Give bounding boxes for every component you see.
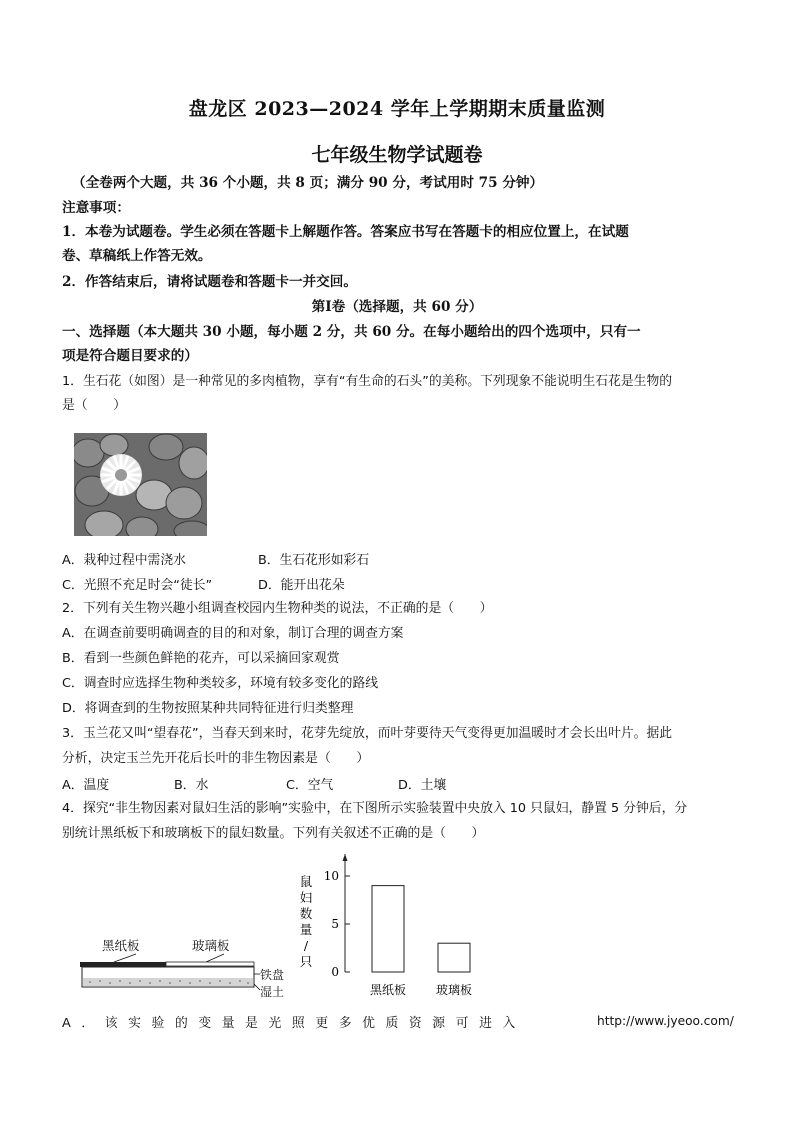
q1-stem: 1．生石花（如图）是一种常见的多肉植物，享有“有生命的石头”的美称。下列现象不能说明生石花是生物的 (62, 374, 673, 389)
q1-option-b: B．生石花形如彩石 (258, 553, 370, 568)
q1-option-d: D．能开出花朵 (258, 578, 345, 593)
notice-item-1-cont: 卷、草稿纸上作答无效。 (62, 248, 212, 264)
q3-stem: 3．玉兰花又叫“望春花”，当春天到来时，花芽先绽放，而叶芽要待天气变得更加温暖时才会长出叶片。据此 (62, 726, 673, 741)
label-glass-board: 玻璃板 (192, 938, 230, 953)
woodlouse-bar-chart (292, 854, 492, 1004)
chart-x-label: 玻璃板 (435, 983, 473, 997)
lithops-photo (74, 433, 207, 536)
exam-subtitle: 七年级生物学试题卷 (311, 144, 483, 166)
q3-option-b: B．水 (174, 778, 209, 793)
q4-stem-cont: 别统计黑纸板下和玻璃板下的鼠妇数量。下列有关叙述不正确的是（ ） (62, 826, 485, 841)
chart-y-tick-label: 5 (331, 917, 339, 931)
lithops-flower (100, 454, 142, 496)
q2-stem: 2．下列有关生物兴趣小组调查校园内生物种类的说法，不正确的是（ ） (62, 601, 493, 616)
chart-ylabel (300, 874, 313, 969)
chart-ylabel-char: 只 (299, 954, 313, 969)
chart-bar (372, 886, 404, 972)
chart-y-tick-label: 10 (323, 869, 339, 883)
q1-option-a: A．栽种过程中需浇水 (62, 553, 186, 568)
q2-option-a: A．在调查前要明确调查的目的和对象，制订合理的调查方案 (62, 626, 404, 641)
chart-ylabel-char: / (303, 938, 309, 953)
label-wet-soil: 湿土 (260, 985, 285, 999)
q2-option-d: D．将调查到的生物按照某种共同特征进行归类整理 (62, 701, 354, 716)
q2-option-b: B．看到一些颜色鲜艳的花卉，可以采摘回家观赏 (62, 651, 340, 666)
q3-option-c: C．空气 (286, 778, 334, 793)
section-heading-cont: 项是符合题目要求的） (62, 348, 198, 364)
chart-y-tick-label: 0 (331, 965, 339, 979)
q3-option-d: D．土壤 (398, 778, 447, 793)
chart-ylabel-char: 量 (299, 922, 313, 937)
chart-ylabel-char: 妇 (299, 890, 313, 905)
chart-ylabel-char: 鼠 (299, 874, 313, 889)
chart-bar (438, 943, 470, 972)
apparatus-diagram (74, 928, 294, 1004)
label-black-board: 黑纸板 (102, 938, 140, 953)
watermark-url: http://www.jyeoo.com/ (597, 1014, 734, 1028)
exam-info: （全卷两个大题，共 36 个小题，共 8 页；满分 90 分，考试用时 75 分钟） (72, 175, 544, 191)
exam-title: 盘龙区 2023—2024 学年上学期期末质量监测 (188, 98, 606, 120)
label-iron-tray: 铁盘 (260, 968, 285, 982)
chart-y-arrow (343, 854, 348, 861)
q4-stem: 4．探究“非生物因素对鼠妇生活的影响”实验中，在下图所示实验装置中央放入 10 只鼠妇，静置 5 分钟后，分 (62, 801, 688, 816)
notice-heading: 注意事项： (62, 200, 130, 216)
q1-stem-cont: 是（ ） (62, 398, 126, 413)
q3-option-a: A．温度 (62, 778, 110, 793)
chart-ylabel-char: 数 (299, 906, 313, 921)
q1-option-c: C．光照不充足时会“徒长” (62, 578, 213, 593)
notice-item-1: 1．本卷为试题卷。学生必须在答题卡上解题作答。答案应书写在答题卡的相应位置上，在试题 (62, 224, 629, 240)
notice-item-2: 2．作答结束后，请将试题卷和答题卡一并交回。 (62, 274, 357, 290)
q2-option-c: C．调查时应选择生物种类较多，环境有较多变化的路线 (62, 676, 379, 691)
q4-option-a: A．该实验的变量是光照更多优质资源可进入 (62, 1016, 526, 1031)
glass-board-shape (166, 962, 254, 966)
chart-x-label: 黑纸板 (369, 983, 407, 997)
section-title: 第Ⅰ卷（选择题，共 60 分） (311, 299, 483, 315)
section-heading: 一、选择题（本大题共 30 小题，每小题 2 分，共 60 分。在每小题给出的四个选项中，只有一 (62, 324, 641, 340)
wet-soil-shape (83, 978, 253, 986)
black-board-shape (80, 962, 166, 967)
q3-stem-cont: 分析，决定玉兰先开花后长叶的非生物因素是（ ） (62, 751, 370, 766)
